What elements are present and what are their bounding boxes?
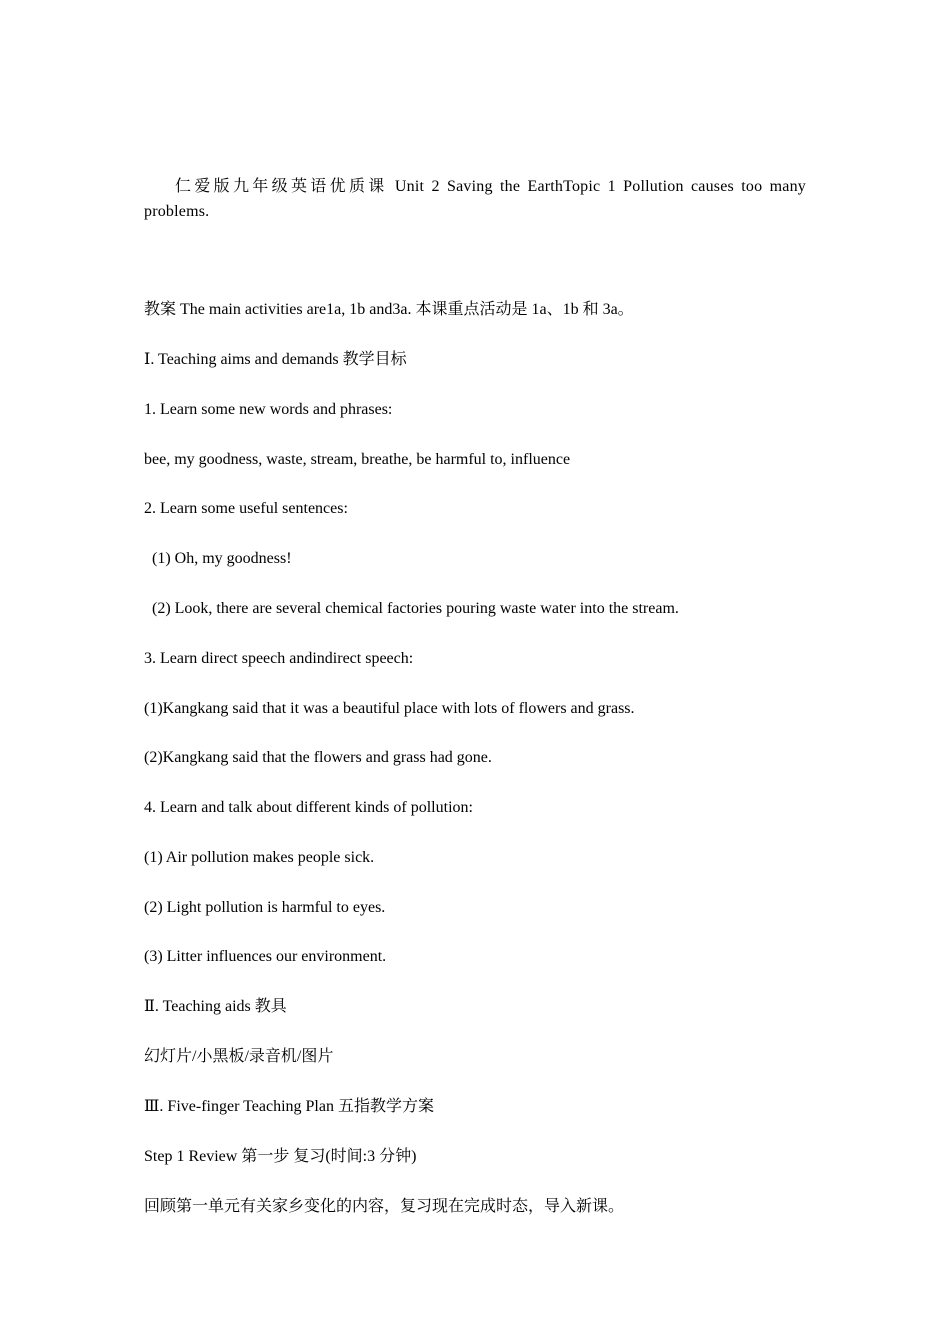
section-heading-plan: Ⅲ. Five-finger Teaching Plan 五指教学方案 (144, 1098, 434, 1115)
list-item: (1) Oh, my goodness! (152, 550, 292, 567)
list-item: (3) Litter influences our environment. (144, 948, 387, 965)
list-item: (2) Look, there are several chemical factories pouring waste water into the stream. (152, 600, 679, 617)
list-item: (2) Light pollution is harmful to eyes. (144, 899, 386, 916)
step-heading: Step 1 Review 第一步 复习(时间:3 分钟) (144, 1148, 417, 1165)
paragraph: 回顾第一单元有关家乡变化的内容，复习现在完成时态，导入新课。 (144, 1198, 625, 1215)
list-item: (2)Kangkang said that the flowers and grass had gone. (144, 749, 492, 766)
list-item: 4. Learn and talk about different kinds of pollution: (144, 799, 473, 816)
list-item: 1. Learn some new words and phrases: (144, 401, 393, 418)
list-item: (1) Air pollution makes people sick. (144, 849, 375, 866)
list-item: (1)Kangkang said that it was a beautiful place with lots of flowers and grass. (144, 700, 635, 717)
intro-line: 教案 The main activities are1a, 1b and3a. 本课重点活动是 1a、1b 和 3a。 (144, 301, 634, 318)
list-item: bee, my goodness, waste, stream, breathe, be harmful to, influence (144, 451, 571, 468)
list-item: 3. Learn direct speech andindirect speech: (144, 650, 414, 667)
document-title: 仁爱版九年级英语优质课 Unit 2 Saving the EarthTopic 1 Pollution causes too many problems. (144, 178, 806, 220)
section-heading-aids: Ⅱ. Teaching aids 教具 (144, 998, 287, 1015)
list-item: 幻灯片/小黑板/录音机/图片 (144, 1048, 334, 1065)
list-item: 2. Learn some useful sentences: (144, 500, 348, 517)
section-heading-aims: Ⅰ. Teaching aims and demands 教学目标 (144, 351, 407, 368)
